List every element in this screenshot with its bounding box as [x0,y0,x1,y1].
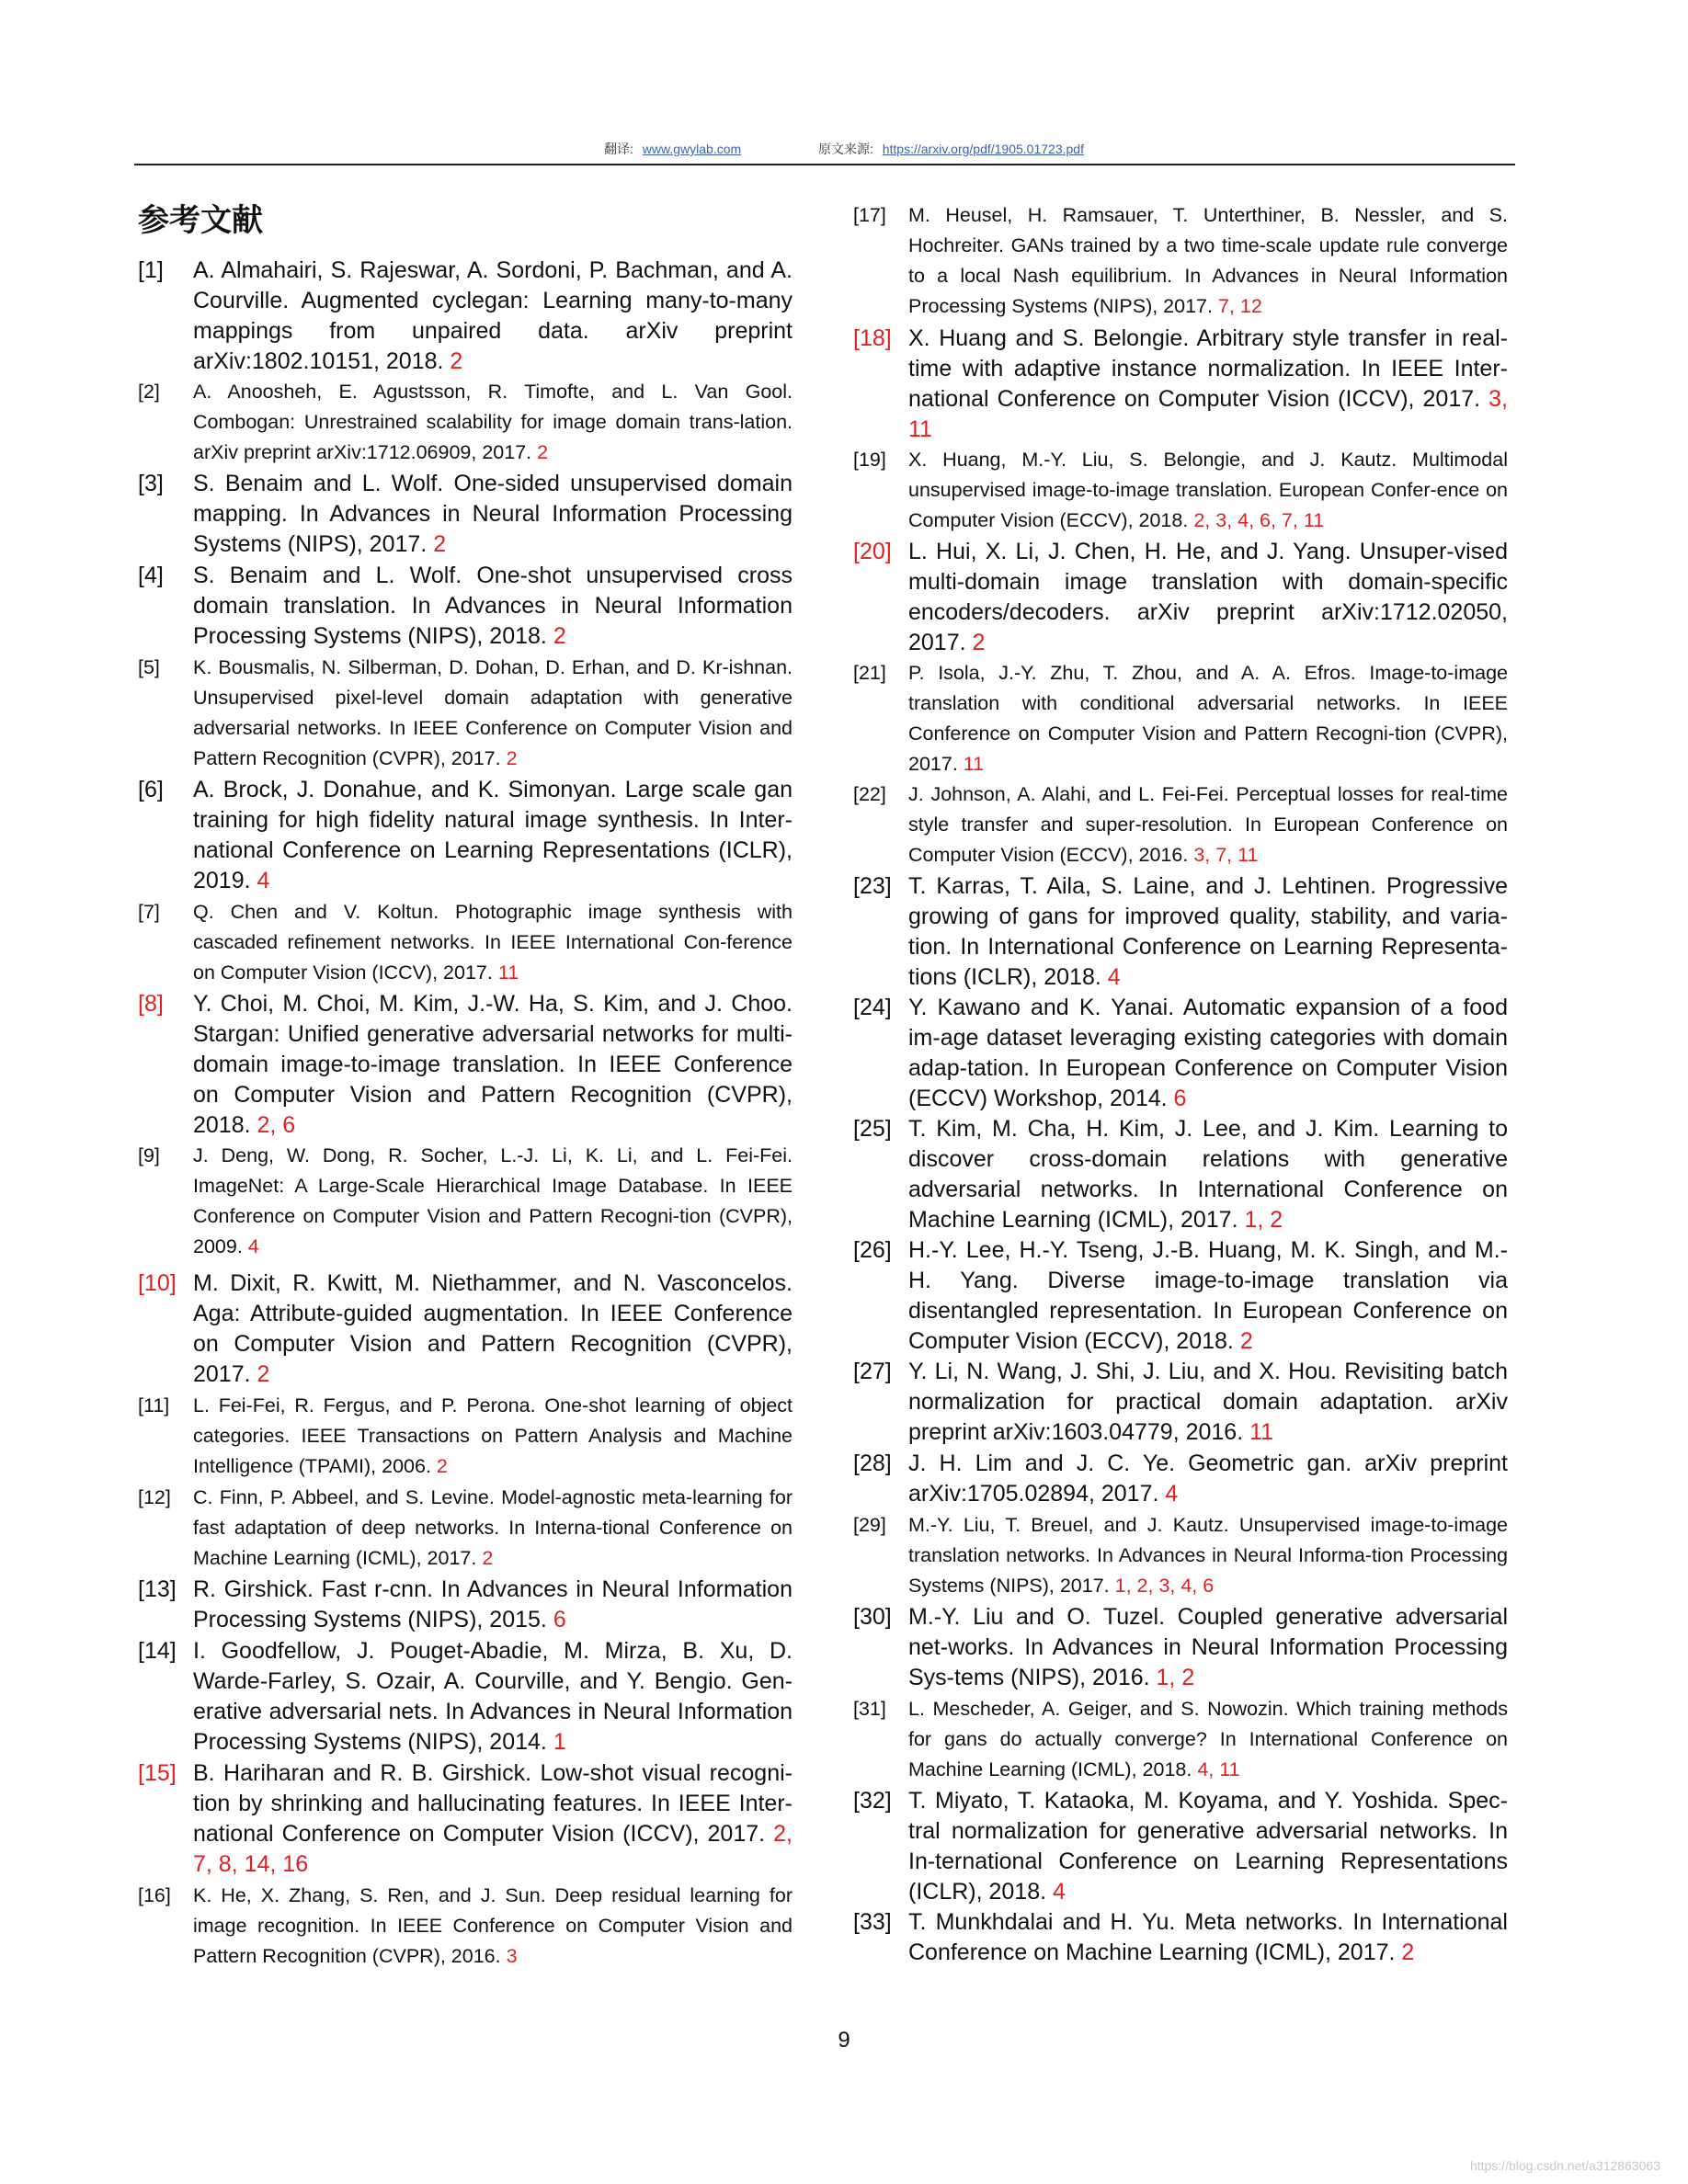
reference-text: S. Benaim and L. Wolf. One-shot unsupervised cross domain translation. In Advances in Neural Information Processing Systems (NIPS), 2018. [193,563,793,649]
page-link[interactable]: 3, 11 [908,386,1508,442]
page-link[interactable]: 4 [247,1235,259,1257]
reference-number[interactable]: [8] [138,991,164,1017]
source-link[interactable]: https://arxiv.org/pdf/1905.01723.pdf [882,142,1084,156]
reference-number: [31] [853,1698,886,1720]
reference-text: T. Kim, M. Cha, H. Kim, J. Lee, and J. Kim. Learning to discover cross-domain relations with generative adversarial networks. In International Conference on Machine Learning (ICML), 2017. [908,1116,1508,1233]
page-link[interactable]: 1, 2 [1244,1207,1283,1233]
reference-text: A. Almahairi, S. Rajeswar, A. Sordoni, P. Bachman, and A. Courville. Augmented cyclegan: Learning many-to-many mappings from unpaired data. arXiv preprint arXiv:1802.10151, 2018. [193,257,793,374]
page-link[interactable]: 2 [436,1455,448,1477]
reference-text: H.-Y. Lee, H.-Y. Tseng, J.-B. Huang, M. K. Singh, and M.-H. Yang. Diverse image-to-image translation via disentangled representation. In European Conference on Computer Vision (ECCV), 2018. [908,1237,1508,1354]
reference-number: [33] [853,1909,892,1935]
page-link[interactable]: 11 [1249,1419,1274,1445]
watermark: https://blog.csdn.net/a312863063 [1469,2158,1660,2173]
reference-text: K. He, X. Zhang, S. Ren, and J. Sun. Deep residual learning for image recognition. In IEEE Conference on Computer Vision and Pattern Recognition (CVPR), 2016. [193,1884,793,1967]
page-number: 9 [838,2028,850,2053]
reference-text: Y. Li, N. Wang, J. Shi, J. Liu, and X. Hou. Revisiting batch normalization for practical domain adaptation. arXiv preprint arXiv:1603.04779, 2016. [908,1359,1508,1445]
reference-text: X. Huang, M.-Y. Liu, S. Belongie, and J. Kautz. Multimodal unsupervised image-to-image translation. European Confer-ence on Computer Vision (ECCV), 2018. [908,449,1508,531]
reference-number[interactable]: [10] [138,1270,177,1296]
page-link[interactable]: 2 [482,1547,494,1569]
reference-number: [14] [138,1638,177,1664]
page-link[interactable]: 4, 11 [1197,1758,1240,1780]
reference-number: [11] [138,1394,170,1416]
page-link[interactable]: 2 [972,630,986,655]
reference-number: [25] [853,1116,892,1142]
reference-number: [24] [853,995,892,1020]
page-link[interactable]: 4 [1053,1879,1066,1905]
reference-number: [4] [138,563,164,588]
page-link[interactable]: 3, 7, 11 [1193,844,1259,866]
source-label: 原文来源: [817,142,873,156]
reference-text: M.-Y. Liu and O. Tuzel. Coupled generative adversarial net-works. In Advances in Neural Information Processing Sys-tems (NIPS), 2016. [908,1604,1508,1690]
page-link[interactable]: 2, 6 [257,1112,296,1138]
reference-text: I. Goodfellow, J. Pouget-Abadie, M. Mirza, B. Xu, D. Warde-Farley, S. Ozair, A. Courville, and Y. Bengio. Gen-erative adversarial nets. In Advances in Neural Information Processing Systems (NIPS), 2014. [193,1638,793,1755]
page-link[interactable]: 2 [1239,1328,1253,1354]
reference-text: T. Miyato, T. Kataoka, M. Koyama, and Y. Yoshida. Spec-tral normalization for generative adversarial networks. In In-ternational Conference on Learning Representations (ICLR), 2018. [908,1788,1508,1905]
reference-text: M.-Y. Liu, T. Breuel, and J. Kautz. Unsupervised image-to-image translation networks. In Advances in Neural Informa-tion Processing Systems (NIPS), 2017. [908,1514,1508,1597]
reference-number: [30] [853,1604,892,1630]
reference-number: [9] [138,1144,160,1166]
reference-number: [5] [138,656,160,678]
page-link[interactable]: 4 [1165,1481,1179,1507]
reference-text: K. Bousmalis, N. Silberman, D. Dohan, D. Erhan, and D. Kr-ishnan. Unsupervised pixel-level domain adaptation with generative adversarial networks. In IEEE Conference on Computer Vision and Pattern Recognition (CVPR), 2017. [193,656,793,769]
page-link[interactable]: 6 [1173,1086,1187,1111]
reference-number: [26] [853,1237,892,1263]
page-link[interactable]: 1, 2 [1156,1665,1195,1690]
reference-text: L. Mescheder, A. Geiger, and S. Nowozin. Which training methods for gans do actually converge? In International Conference on Machine Learning (ICML), 2018. [908,1698,1508,1780]
page-link[interactable]: 2 [257,1361,270,1387]
page-link[interactable]: 2, 7, 8, 14, 16 [193,1821,793,1877]
reference-text: J. H. Lim and J. C. Ye. Geometric gan. arXiv preprint arXiv:1705.02894, 2017. [908,1450,1508,1507]
reference-text: Y. Kawano and K. Yanai. Automatic expansion of a food im-age dataset leveraging existing categories with domain adap-tation. In European Conference on Computer Vision (ECCV) Workshop, 2014. [908,995,1508,1111]
page-link[interactable]: 2 [506,747,518,769]
page-link[interactable]: 7, 12 [1217,295,1262,317]
header-rule [134,164,1515,165]
reference-number: [7] [138,901,160,923]
reference-number[interactable]: [18] [853,325,892,351]
reference-number: [1] [138,257,164,283]
reference-text: J. Johnson, A. Alahi, and L. Fei-Fei. Perceptual losses for real-time style transfer and super-resolution. In European Conference on Computer Vision (ECCV), 2016. [908,783,1508,866]
page-link[interactable]: 11 [963,753,985,775]
reference-text: R. Girshick. Fast r-cnn. In Advances in Neural Information Processing Systems (NIPS), 2015. [193,1576,793,1632]
reference-number: [27] [853,1359,892,1384]
page-link[interactable]: 2, 3, 4, 6, 7, 11 [1193,509,1325,531]
reference-number: [2] [138,381,160,403]
reference-text: X. Huang and S. Belongie. Arbitrary style transfer in real-time with adaptive instance normalization. In IEEE Inter-national Conference on Computer Vision (ICCV), 2017. [908,325,1508,412]
page-link[interactable]: 2 [537,441,549,463]
page-header [0,140,1688,158]
reference-number: [29] [853,1514,886,1536]
page-link[interactable]: 1 [553,1729,566,1755]
page-link[interactable]: 4 [1107,964,1121,990]
reference-number[interactable]: [20] [853,539,892,564]
reference-text: A. Anoosheh, E. Agustsson, R. Timofte, and L. Van Gool. Combogan: Unrestrained scalability for image domain trans-lation. arXiv preprint arXiv:1712.06909, 2017. [193,381,793,463]
reference-text: J. Deng, W. Dong, R. Socher, L.-J. Li, K. Li, and L. Fei-Fei. ImageNet: A Large-Scale Hierarchical Image Database. In IEEE Conference on Computer Vision and Pattern Recogni-tion (CVPR), 2009. [193,1144,793,1257]
reference-text: Y. Choi, M. Choi, M. Kim, J.-W. Ha, S. Kim, and J. Choo. Stargan: Unified generative adversarial networks for multi-domain image-to-image translation. In IEEE Conference on Computer Vision and Pattern Recognition (CVPR), 2018. [193,991,793,1138]
page-link[interactable]: 11 [497,961,519,984]
page-link[interactable]: 2 [433,531,447,557]
reference-text: T. Munkhdalai and H. Yu. Meta networks. In International Conference on Machine Learning (ICML), 2017. [908,1909,1508,1965]
page-link[interactable]: 3 [506,1945,518,1967]
page-link[interactable]: 6 [553,1607,566,1632]
translate-label: 翻译: [604,142,633,156]
page-link[interactable]: 2 [553,623,566,649]
reference-number: [19] [853,449,886,471]
reference-text: Q. Chen and V. Koltun. Photographic image synthesis with cascaded refinement networks. In IEEE International Con-ference on Computer Vision (ICCV), 2017. [193,901,793,984]
reference-number: [22] [853,783,886,805]
reference-number: [16] [138,1884,171,1906]
reference-text: T. Karras, T. Aila, S. Laine, and J. Lehtinen. Progressive growing of gans for improved quality, stability, and varia-tion. In International Conference on Learning Representa-tions (ICLR), 2018. [908,873,1508,990]
page-link[interactable]: 2 [1401,1939,1415,1965]
page-link[interactable]: 4 [257,868,270,893]
translate-link[interactable]: www.gwylab.com [642,142,742,156]
reference-text: C. Finn, P. Abbeel, and S. Levine. Model-agnostic meta-learning for fast adaptation of deep networks. In Interna-tional Conference on Machine Learning (ICML), 2017. [193,1486,793,1569]
page-link[interactable]: 1, 2, 3, 4, 6 [1114,1575,1215,1597]
reference-number[interactable]: [15] [138,1760,177,1786]
reference-text: B. Hariharan and R. B. Girshick. Low-shot visual recogni-tion by shrinking and hallucinating features. In IEEE Inter-national Conference on Computer Vision (ICCV), 2017. [193,1760,793,1847]
reference-text: A. Brock, J. Donahue, and K. Simonyan. Large scale gan training for high fidelity natural image synthesis. In Inter-national Conference on Learning Representations (ICLR), 2019. [193,777,793,893]
reference-text: P. Isola, J.-Y. Zhu, T. Zhou, and A. A. Efros. Image-to-image translation with conditional adversarial networks. In IEEE Conference on Computer Vision and Pattern Recogni-tion (CVPR), 2017. [908,662,1508,775]
reference-text: M. Dixit, R. Kwitt, M. Niethammer, and N. Vasconcelos. Aga: Attribute-guided augmentation. In IEEE Conference on Computer Vision and Pattern Recognition (CVPR), 2017. [193,1270,793,1387]
reference-text: L. Hui, X. Li, J. Chen, H. He, and J. Yang. Unsuper-vised multi-domain image translation with domain-specific encoders/decoders. arXiv preprint arXiv:1712.02050, 2017. [908,539,1508,655]
reference-text: L. Fei-Fei, R. Fergus, and P. Perona. One-shot learning of object categories. IEEE Transactions on Pattern Analysis and Machine Intelligence (TPAMI), 2006. [193,1394,793,1477]
reference-number: [6] [138,777,164,802]
reference-number: [28] [853,1450,892,1476]
section-title: 参考文献 [138,202,263,239]
page-link[interactable]: 2 [450,348,463,374]
reference-number: [23] [853,873,892,899]
reference-number: [13] [138,1576,177,1602]
reference-number: [32] [853,1788,892,1814]
reference-number: [17] [853,204,886,226]
reference-number: [3] [138,471,164,496]
reference-number: [21] [853,662,886,684]
reference-text: S. Benaim and L. Wolf. One-sided unsupervised domain mapping. In Advances in Neural Information Processing Systems (NIPS), 2017. [193,471,793,557]
reference-number: [12] [138,1486,171,1508]
reference-text: M. Heusel, H. Ramsauer, T. Unterthiner, B. Nessler, and S. Hochreiter. GANs trained by a two time-scale update rule converge to a local Nash equilibrium. In Advances in Neural Information Processing Systems (NIPS), 2017. [908,204,1508,317]
